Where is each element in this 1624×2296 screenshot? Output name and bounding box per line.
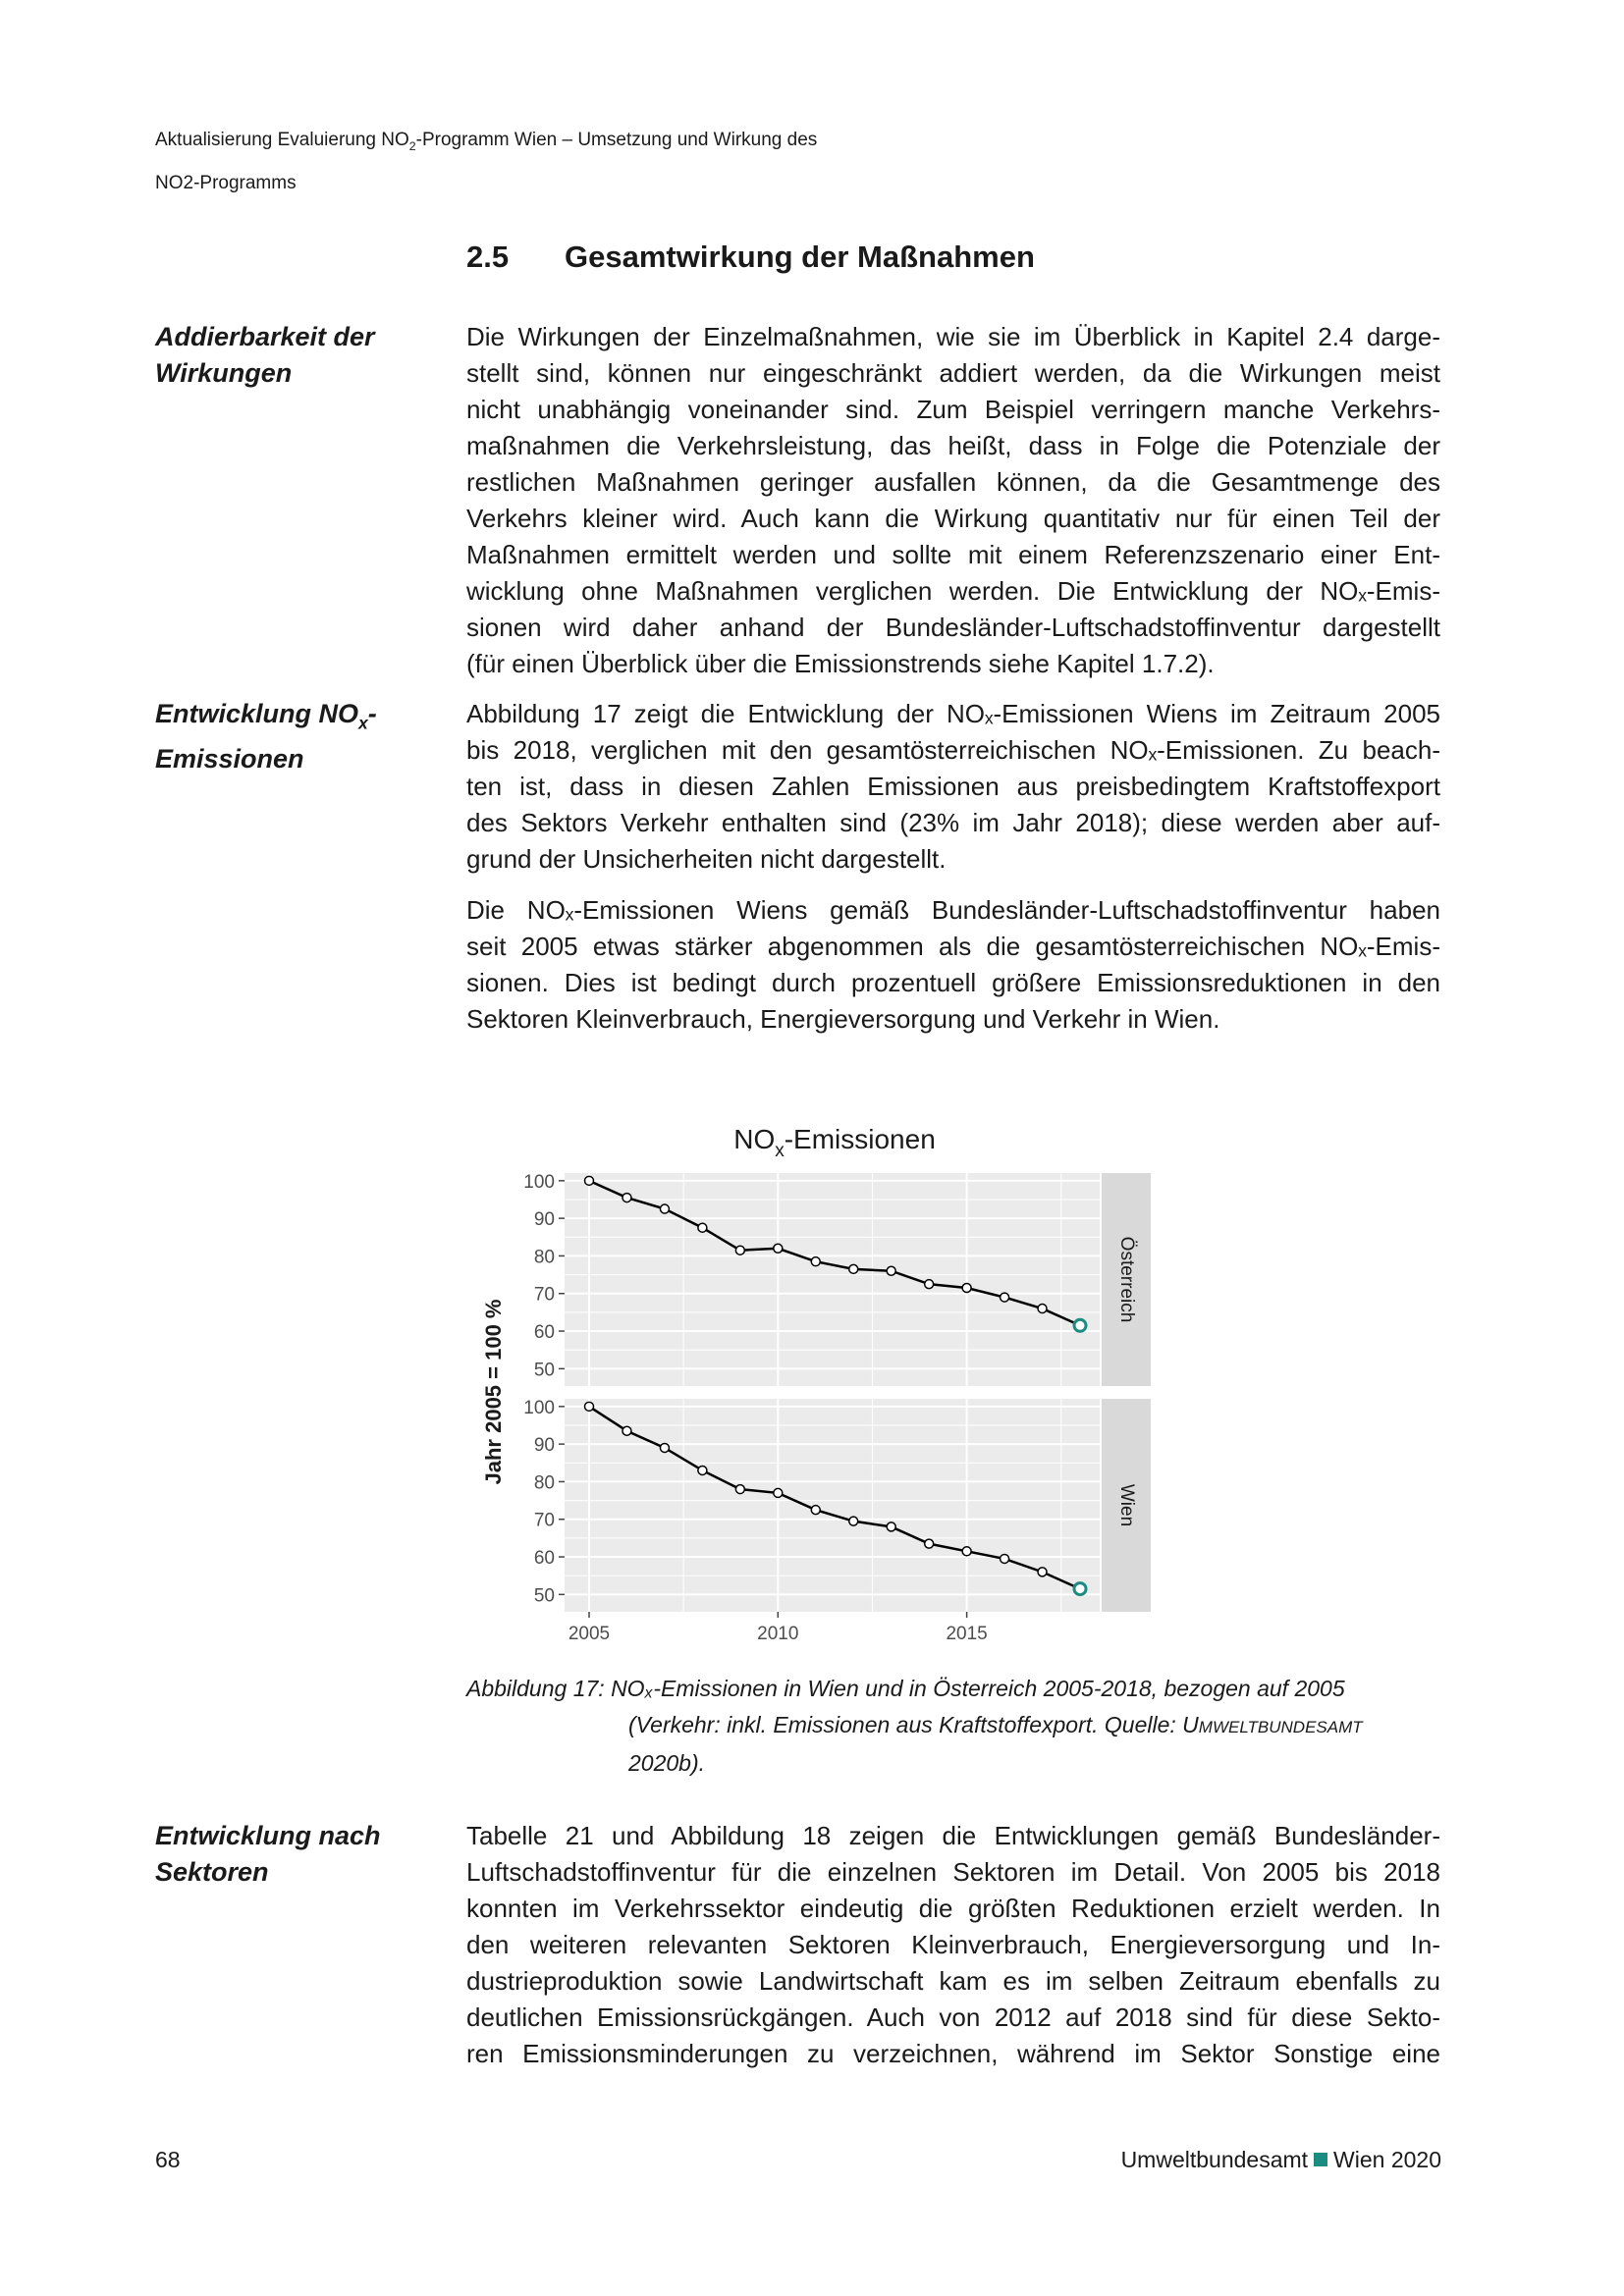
paragraph-line: maßnahmen die Verkehrsleistung, das heißt, dass in Folge die Potenziale der [466, 431, 1440, 460]
paragraph-line: wicklung ohne Maßnahmen verglichen werden. Die Entwicklung der NOₓ-Emis- [466, 576, 1440, 606]
paragraph-line: Tabelle 21 und Abbildung 18 zeigen die Entwicklungen gemäß Bundesländer- [466, 1821, 1440, 1850]
paragraph-line: konnten im Verkehrssektor eindeutig die größten Reduktionen erzielt werden. In [466, 1894, 1440, 1923]
panel-background [565, 1399, 1100, 1612]
paragraph-line: Sektoren Kleinverbrauch, Energieversorgung und Verkehr in Wien. [466, 1004, 1220, 1034]
paragraph-3 [466, 892, 1440, 1038]
data-point [660, 1204, 669, 1213]
margin-label-line: Addierbarkeit der [155, 322, 375, 351]
y-tick-label: 90 [533, 1209, 555, 1231]
margin-label-line: Entwicklung nach [155, 1821, 381, 1850]
chart-title: $NO_x$-Emissionen [733, 1124, 936, 1161]
paragraph-2 [466, 696, 1440, 878]
data-point [698, 1223, 707, 1232]
paragraph-line: Die Wirkungen der Einzelmaßnahmen, wie sie im Überblick in Kapitel 2.4 darge- [466, 322, 1440, 351]
paragraph-line: stellt sind, können nur eingeschränkt addiert werden, da die Wirkungen meist [466, 358, 1440, 388]
caption-line-1: Abbildung 17: NOₓ-Emissionen in Wien und in Österreich 2005-2018, bezogen auf 2005 [466, 1676, 1345, 1701]
data-point [698, 1466, 707, 1474]
y-tick-label: 60 [533, 1548, 555, 1570]
paragraph-line: dustrieproduktion sowie Landwirtschaft kam es im selben Zeitraum ebenfalls zu [466, 1966, 1440, 1996]
paragraph-line: Luftschadstoffinventur für die einzelnen Sektoren im Detail. Von 2005 bis 2018 [466, 1857, 1440, 1887]
data-point [811, 1257, 820, 1266]
margin-label-line: Wirkungen [155, 358, 293, 388]
data-point [774, 1244, 783, 1253]
y-tick-label: 70 [533, 1510, 555, 1531]
data-point [623, 1426, 631, 1435]
publisher-name: Umweltbundesamt [1120, 2147, 1309, 2172]
y-tick-label: 80 [533, 1472, 555, 1494]
section-title: Gesamtwirkung der Maßnahmen [565, 240, 1035, 274]
paragraph-line: Verkehrs kleiner wird. Auch kann die Wirkung quantitativ nur für einen Teil der [466, 504, 1440, 533]
y-tick-label: 90 [533, 1435, 555, 1457]
data-point [887, 1522, 895, 1531]
data-point [735, 1485, 744, 1494]
data-point [849, 1517, 858, 1525]
y-tick-label: 60 [533, 1322, 555, 1344]
paragraph-line: ten ist, dass in diesen Zahlen Emissionen aus preisbedingtem Kraftstoffexport [466, 772, 1440, 801]
data-point [660, 1443, 669, 1452]
figure-caption [466, 1671, 1448, 1782]
data-point [962, 1283, 971, 1292]
publication-place-year: Wien 2020 [1333, 2147, 1441, 2172]
y-tick-label: 50 [533, 1585, 555, 1607]
margin-label-line: Sektoren [155, 1857, 269, 1887]
caption-line-2: (Verkehr: inkl. Emissionen aus Kraftstoffexport. Quelle: UMWELTBUNDESAMT [628, 1712, 1363, 1737]
data-point [1001, 1554, 1009, 1563]
paragraph-line: sionen wird daher anhand der Bundesländer-Luftschadstoffinventur dargestellt [466, 613, 1440, 642]
page-number: 68 [155, 2147, 181, 2172]
paragraph-line: grund der Unsicherheiten nicht dargestellt. [466, 844, 947, 874]
running-header [155, 122, 817, 201]
data-point [1038, 1568, 1047, 1576]
section-number: 2.5 [466, 240, 510, 274]
facet-label: Österreich [1115, 1236, 1137, 1323]
data-point [774, 1488, 783, 1497]
section-heading [466, 240, 1035, 275]
caption-line-3: 2020b). [628, 1750, 706, 1776]
data-point [887, 1266, 895, 1275]
data-point [962, 1547, 971, 1556]
paragraph-line: bis 2018, verglichen mit den gesamtösterreichischen NOₓ-Emissionen. Zu beach- [466, 735, 1440, 765]
y-tick-label: 80 [533, 1247, 555, 1268]
data-point [1001, 1293, 1009, 1302]
y-tick-label: 50 [533, 1360, 555, 1381]
paragraph-line: sionen. Dies ist bedingt durch prozentuell größere Emissionsreduktionen in den [466, 968, 1440, 997]
paragraph-line: des Sektors Verkehr enthalten sind (23% im Jahr 2018); diese werden aber auf- [466, 808, 1440, 837]
paragraph-line: Maßnahmen ermittelt werden und sollte mit einem Referenzszenario einer Ent- [466, 540, 1440, 569]
paragraph-1 [466, 319, 1440, 682]
data-point [585, 1176, 594, 1185]
data-point [925, 1539, 934, 1548]
x-tick-label: 2010 [757, 1624, 799, 1644]
data-point [1074, 1319, 1086, 1331]
paragraph-line: ren Emissionsminderungen zu verzeichnen, während im Sektor Sonstige eine [466, 2039, 1440, 2068]
paragraph-line: seit 2005 etwas stärker abgenommen als die gesamtösterreichischen NOₓ-Emis- [466, 932, 1440, 961]
footer-publisher [1121, 2147, 1441, 2173]
data-point [735, 1246, 744, 1255]
margin-label-addierbarkeit [155, 319, 420, 392]
paragraph-line: restlichen Maßnahmen geringer ausfallen können, da die Gesamtmenge des [466, 467, 1440, 497]
x-tick-label: 2005 [568, 1624, 611, 1644]
data-point [811, 1506, 820, 1515]
data-point [1074, 1583, 1086, 1595]
data-point [585, 1402, 594, 1411]
paragraph-line: deutlichen Emissionsrückgängen. Auch von 2012 auf 2018 sind für diese Sekto- [466, 2002, 1440, 2032]
paragraph-line: Die NOₓ-Emissionen Wiens gemäß Bundesländer-Luftschadstoffinventur haben [466, 895, 1440, 925]
running-header-line-1: Aktualisierung Evaluierung $NO_2$-Programm Wien – Umsetzung und Wirkung des [155, 130, 818, 153]
paragraph-line: Abbildung 17 zeigt die Entwicklung der NOₓ-Emissionen Wiens im Zeitraum 2005 [466, 699, 1440, 728]
paragraph-4 [466, 1818, 1440, 2072]
nox-emissions-chart [471, 1109, 1159, 1649]
margin-label-line: Entwicklung $NO_x-$ [155, 699, 377, 733]
margin-label-nox [155, 696, 420, 777]
data-point [623, 1194, 631, 1202]
margin-label-line: Emissionen [155, 744, 304, 774]
y-tick-label: 100 [523, 1397, 555, 1418]
y-tick-label: 100 [523, 1171, 555, 1193]
data-point [1038, 1305, 1047, 1313]
margin-label-sektoren [155, 1818, 420, 1891]
panel-background [565, 1173, 1100, 1386]
paragraph-line: den weiteren relevanten Sektoren Kleinverbrauch, Energieversorgung und In- [466, 1930, 1440, 1959]
data-point [849, 1264, 858, 1273]
paragraph-line: (für einen Überblick über die Emissionstrends siehe Kapitel 1.7.2). [466, 649, 1215, 678]
brand-square-icon [1314, 2153, 1327, 2166]
paragraph-line: nicht unabhängig voneinander sind. Zum Beispiel verringern manche Verkehrs- [466, 395, 1440, 424]
x-tick-label: 2015 [946, 1624, 988, 1644]
y-axis-label: Jahr 2005 = 100 % [481, 1299, 506, 1485]
y-tick-label: 70 [533, 1284, 555, 1306]
facet-label: Wien [1115, 1483, 1137, 1527]
running-header-line-2: NO2-Programms [155, 172, 297, 193]
data-point [925, 1280, 934, 1289]
